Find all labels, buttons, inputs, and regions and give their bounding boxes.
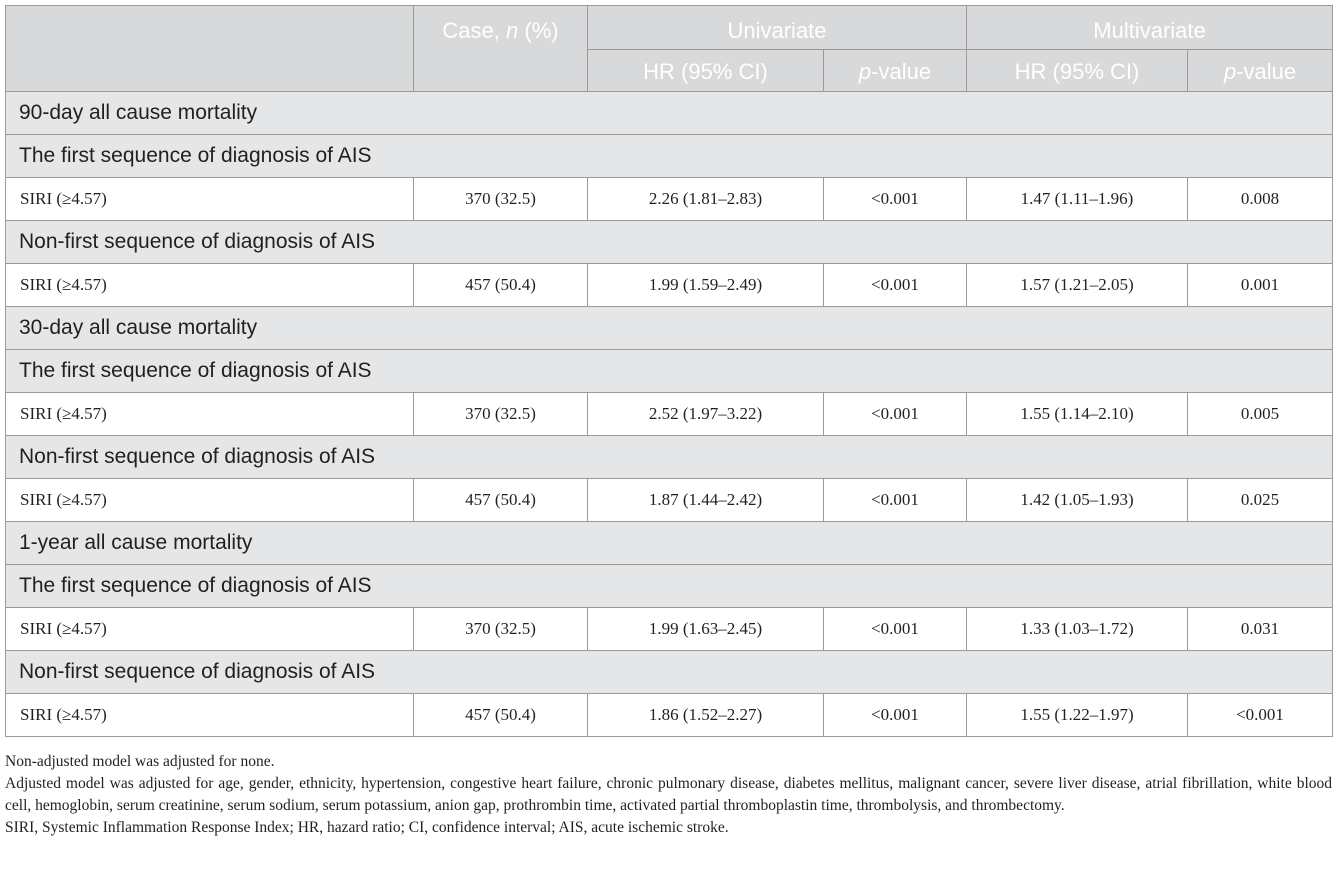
header-multi-p-rest: -value: [1236, 59, 1297, 84]
section-row: [6, 522, 1333, 565]
footnote-abbreviations: SIRI, Systemic Inflammation Response Index; HR, hazard ratio; CI, confidence interval; AIS, acute ischemic stroke.: [5, 819, 729, 836]
section-row: [6, 350, 1333, 393]
row-label-cell: SIRI (≥4.57): [6, 178, 414, 221]
univariate-p-cell: <0.001: [824, 694, 967, 737]
table-row: [6, 479, 1333, 522]
multivariate-p-cell: <0.001: [1188, 694, 1333, 737]
multivariate-hr-cell: 1.55 (1.22–1.97): [967, 694, 1188, 737]
table-footnotes: [5, 751, 1332, 839]
case-cell: 457 (50.4): [414, 694, 588, 737]
header-case-post: (%): [518, 18, 559, 43]
header-multivariate: Multivariate: [967, 6, 1333, 50]
header-uni-p: [824, 50, 967, 92]
section-row: [6, 565, 1333, 608]
header-multi-p: [1188, 50, 1333, 92]
section-label: Non-first sequence of diagnosis of AIS: [6, 436, 1333, 479]
multivariate-p-cell: 0.025: [1188, 479, 1333, 522]
univariate-hr-cell: 1.86 (1.52–2.27): [588, 694, 824, 737]
header-uni-p-rest: -value: [871, 59, 932, 84]
section-label: The first sequence of diagnosis of AIS: [6, 135, 1333, 178]
multivariate-p-cell: 0.005: [1188, 393, 1333, 436]
univariate-p-cell: <0.001: [824, 178, 967, 221]
header-uni-p-italic: p: [858, 59, 872, 84]
univariate-hr-cell: 1.99 (1.59–2.49): [588, 264, 824, 307]
row-label-cell: SIRI (≥4.57): [6, 479, 414, 522]
univariate-hr-cell: 2.26 (1.81–2.83): [588, 178, 824, 221]
univariate-hr-cell: 1.99 (1.63–2.45): [588, 608, 824, 651]
header-blank-cell: [6, 6, 414, 92]
section-label: Non-first sequence of diagnosis of AIS: [6, 221, 1333, 264]
section-label: 1-year all cause mortality: [6, 522, 1333, 565]
multivariate-hr-cell: 1.47 (1.11–1.96): [967, 178, 1188, 221]
header-case: [414, 6, 588, 92]
section-label: Non-first sequence of diagnosis of AIS: [6, 651, 1333, 694]
table-row: [6, 393, 1333, 436]
table-header: [6, 6, 1333, 92]
header-case-pre: Case,: [442, 18, 506, 43]
footnote-non-adjusted: Non-adjusted model was adjusted for none.: [5, 753, 275, 770]
header-row-1: [6, 6, 1333, 50]
multivariate-hr-cell: 1.55 (1.14–2.10): [967, 393, 1188, 436]
section-label: 30-day all cause mortality: [6, 307, 1333, 350]
row-label-cell: SIRI (≥4.57): [6, 393, 414, 436]
multivariate-hr-cell: 1.33 (1.03–1.72): [967, 608, 1188, 651]
header-uni-hr: HR (95% CI): [588, 50, 824, 92]
table-row: [6, 608, 1333, 651]
section-label: The first sequence of diagnosis of AIS: [6, 565, 1333, 608]
table-body: [6, 92, 1333, 737]
section-label: The first sequence of diagnosis of AIS: [6, 350, 1333, 393]
univariate-p-cell: <0.001: [824, 393, 967, 436]
section-row: [6, 221, 1333, 264]
header-multi-hr: HR (95% CI): [967, 50, 1188, 92]
table-row: [6, 178, 1333, 221]
univariate-hr-cell: 1.87 (1.44–2.42): [588, 479, 824, 522]
row-label-cell: SIRI (≥4.57): [6, 264, 414, 307]
section-label: 90-day all cause mortality: [6, 92, 1333, 135]
multivariate-hr-cell: 1.57 (1.21–2.05): [967, 264, 1188, 307]
section-row: [6, 135, 1333, 178]
row-label-cell: SIRI (≥4.57): [6, 694, 414, 737]
univariate-p-cell: <0.001: [824, 479, 967, 522]
case-cell: 457 (50.4): [414, 264, 588, 307]
case-cell: 370 (32.5): [414, 393, 588, 436]
univariate-hr-cell: 2.52 (1.97–3.22): [588, 393, 824, 436]
row-label-cell: SIRI (≥4.57): [6, 608, 414, 651]
results-table: [5, 5, 1333, 737]
case-cell: 457 (50.4): [414, 479, 588, 522]
multivariate-p-cell: 0.008: [1188, 178, 1333, 221]
header-case-n: n: [506, 18, 519, 43]
section-row: [6, 651, 1333, 694]
section-row: [6, 92, 1333, 135]
univariate-p-cell: <0.001: [824, 264, 967, 307]
table-row: [6, 264, 1333, 307]
multivariate-p-cell: 0.001: [1188, 264, 1333, 307]
section-row: [6, 307, 1333, 350]
table-row: [6, 694, 1333, 737]
section-row: [6, 436, 1333, 479]
univariate-p-cell: <0.001: [824, 608, 967, 651]
footnote-adjusted: Adjusted model was adjusted for age, gender, ethnicity, hypertension, congestive heart failure, chronic pulmonary disease, diabetes mellitus, malignant cancer, severe liver disease, atrial fibrillation, white blood cell, hemoglobin, serum creatinine, serum sodium, serum potassium, anion gap, prothrombin time, activated partial thromboplastin time, thrombolysis, and thrombectomy.: [5, 775, 1332, 814]
multivariate-p-cell: 0.031: [1188, 608, 1333, 651]
multivariate-hr-cell: 1.42 (1.05–1.93): [967, 479, 1188, 522]
header-univariate: Univariate: [588, 6, 967, 50]
case-cell: 370 (32.5): [414, 178, 588, 221]
header-multi-p-italic: p: [1223, 59, 1237, 84]
case-cell: 370 (32.5): [414, 608, 588, 651]
